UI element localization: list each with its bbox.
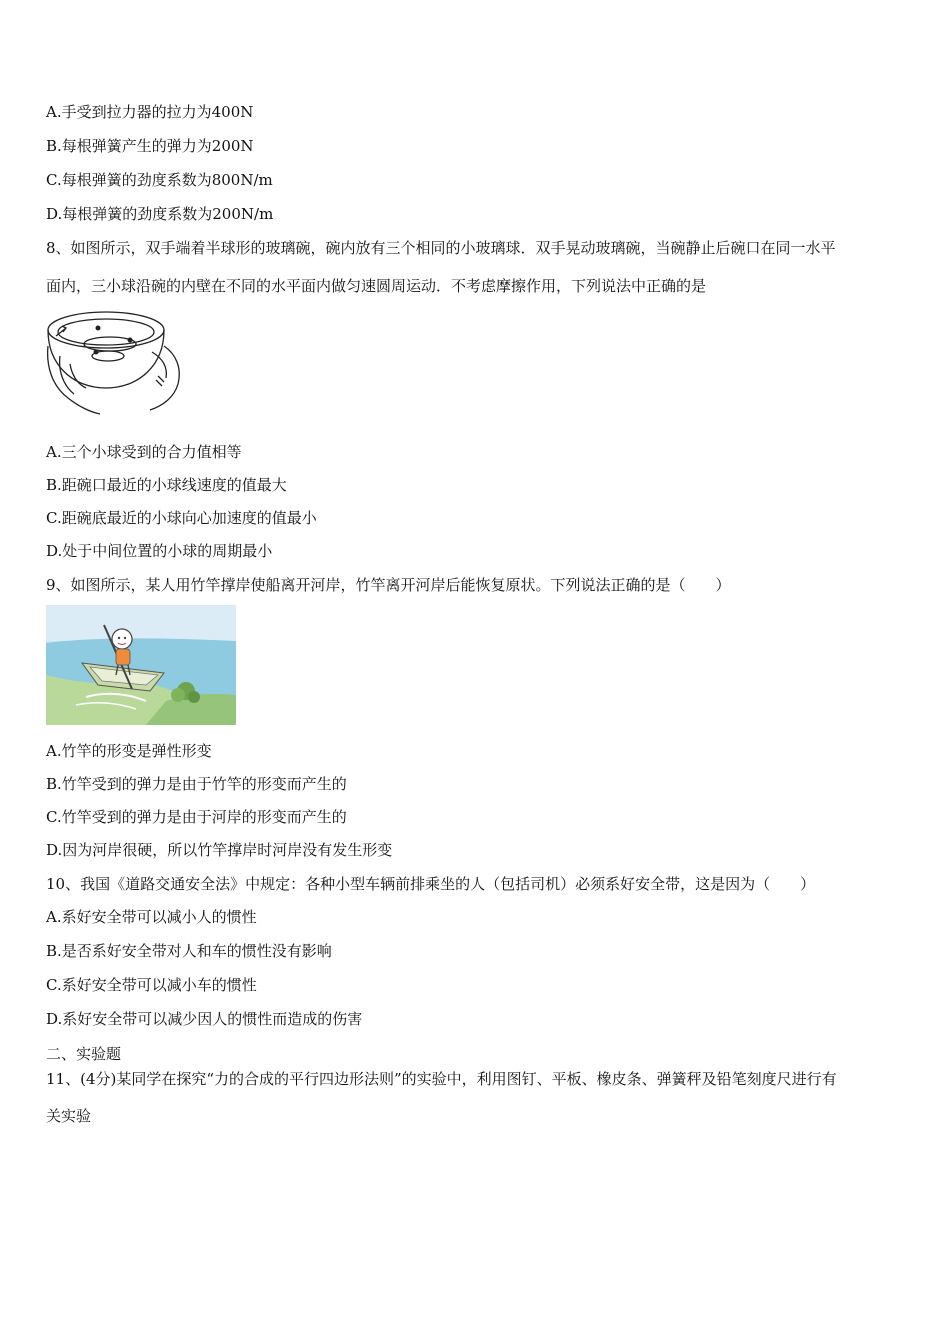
q8-option-b: B.距碗口最近的小球线速度的值最大 — [46, 476, 287, 494]
q11-stem-line2: 关实验 — [46, 1107, 92, 1125]
q9-option-b: B.竹竿受到的弹力是由于竹竿的形变而产生的 — [46, 775, 347, 793]
q7-option-a: A.手受到拉力器的拉力为400N — [46, 103, 254, 121]
glass-bowl-figure — [44, 306, 184, 418]
q10-option-c: C.系好安全带可以减小车的惯性 — [46, 976, 257, 994]
q8-option-c: C.距碗底最近的小球向心加速度的值最小 — [46, 509, 317, 527]
q7-option-b: B.每根弹簧产生的弹力为200N — [46, 137, 254, 155]
q8-option-d: D.处于中间位置的小球的周期最小 — [46, 542, 273, 560]
q7-option-d: D.每根弹簧的劲度系数为200N/m — [46, 205, 274, 223]
q9-stem: 9、如图所示，某人用竹竿撑岸使船离开河岸，竹竿离开河岸后能恢复原状。下列说法正确的是（ ） — [46, 576, 731, 594]
q8-option-a: A.三个小球受到的合力值相等 — [46, 443, 242, 461]
q8-stem-line2: 面内，三小球沿碗的内壁在不同的水平面内做匀速圆周运动．不考虑摩擦作用，下列说法中正确的是 — [46, 277, 707, 295]
q10-stem: 10、我国《道路交通安全法》中规定：各种小型车辆前排乘坐的人（包括司机）必须系好安全带，这是因为（ ） — [46, 875, 816, 893]
q10-option-a: A.系好安全带可以减小人的惯性 — [46, 908, 257, 926]
q7-option-c: C.每根弹簧的劲度系数为800N/m — [46, 171, 273, 189]
q10-option-d: D.系好安全带可以减少因人的惯性而造成的伤害 — [46, 1010, 363, 1028]
q10-option-b: B.是否系好安全带对人和车的惯性没有影响 — [46, 942, 332, 960]
q11-stem-line1: 11、(4分)某同学在探究“力的合成的平行四边形法则”的实验中，利用图钉、平板、橡皮条、弹簧秤及铅笔刻度尺进行有 — [46, 1070, 837, 1088]
q9-option-c: C.竹竿受到的弹力是由于河岸的形变而产生的 — [46, 808, 347, 826]
q9-option-d: D.因为河岸很硬，所以竹竿撑岸时河岸没有发生形变 — [46, 841, 393, 859]
q9-option-a: A.竹竿的形变是弹性形变 — [46, 742, 212, 760]
q8-stem-line1: 8、如图所示，双手端着半球形的玻璃碗，碗内放有三个相同的小玻璃球．双手晃动玻璃碗，当碗静止后碗口在同一水平 — [46, 239, 836, 257]
section-title: 二、实验题 — [46, 1045, 122, 1063]
boat-pushing-figure — [46, 605, 236, 725]
